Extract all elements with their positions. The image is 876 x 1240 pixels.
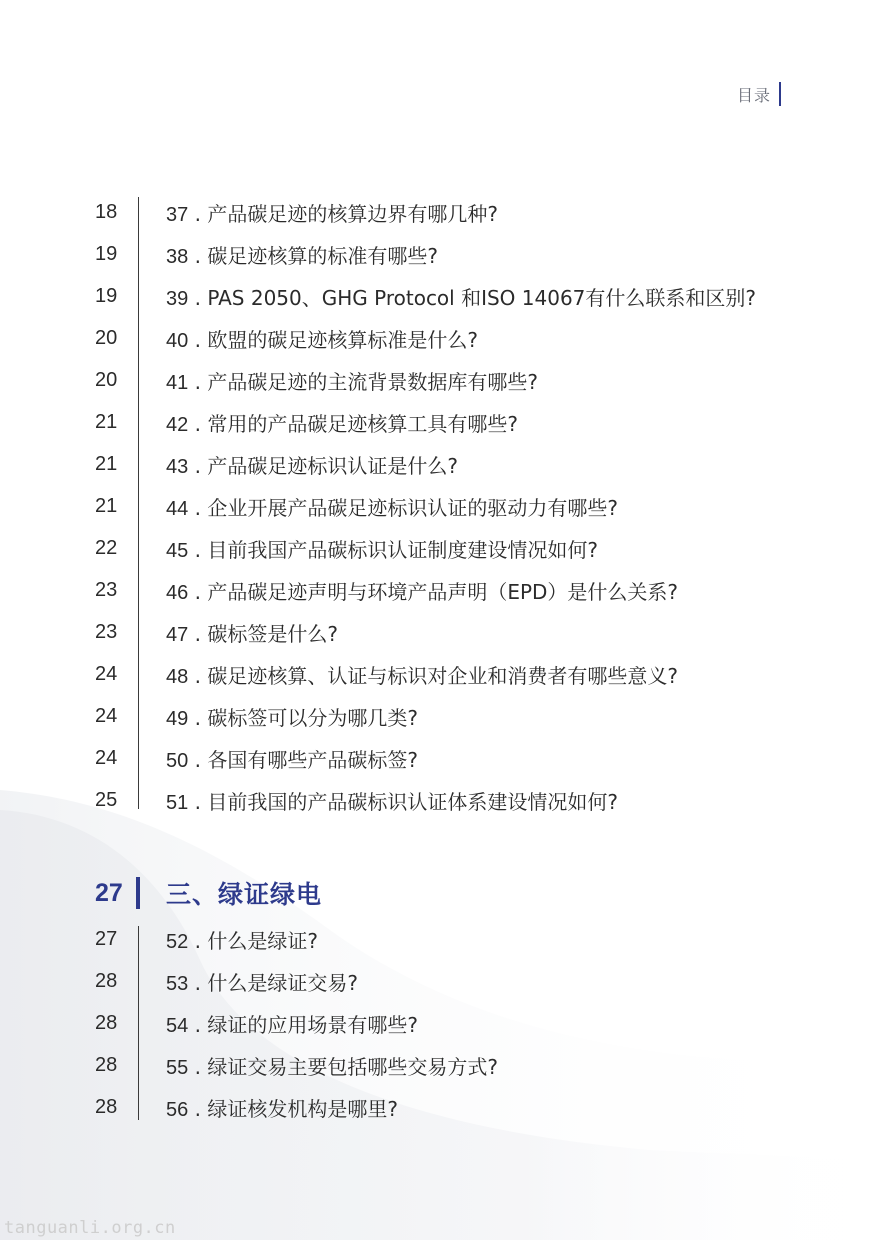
toc-entry-number: 46 xyxy=(166,581,189,604)
toc-entry-number: 45 xyxy=(166,539,189,562)
toc-entry-number: 48 xyxy=(166,665,189,688)
toc-entry[interactable] xyxy=(0,317,876,359)
toc-page-number: 22 xyxy=(95,536,118,559)
toc-entry-separator: . xyxy=(188,579,208,604)
toc-entry[interactable] xyxy=(0,401,876,443)
toc-entry-separator: . xyxy=(188,705,208,730)
toc-entry-title xyxy=(166,324,478,353)
toc-entry-number: 56 xyxy=(166,1098,189,1121)
toc-entry-separator: . xyxy=(188,411,208,436)
toc-entry-text: 绿证交易主要包括哪些交易方式? xyxy=(207,1054,498,1079)
toc-entry-number: 53 xyxy=(166,972,189,995)
section-page-number: 27 xyxy=(95,878,123,907)
toc-entry-title xyxy=(166,744,418,773)
section-title: 三、绿证绿电 xyxy=(166,880,323,909)
toc-entry-text: 绿证的应用场景有哪些? xyxy=(207,1012,418,1037)
toc-entry[interactable] xyxy=(0,275,876,317)
toc-page-number: 23 xyxy=(95,578,118,601)
toc-entry[interactable] xyxy=(0,485,876,527)
toc-page-number: 20 xyxy=(95,368,118,391)
toc-entry[interactable] xyxy=(0,1086,876,1128)
toc-entry[interactable] xyxy=(0,443,876,485)
toc-entry-number: 44 xyxy=(166,497,189,520)
toc-block-1 xyxy=(0,191,876,821)
toc-entry[interactable] xyxy=(0,779,876,821)
toc-entry[interactable] xyxy=(0,569,876,611)
toc-entry-text: 目前我国产品碳标识认证制度建设情况如何? xyxy=(207,537,598,562)
toc-entry-number: 51 xyxy=(166,791,189,814)
toc-entry-number: 38 xyxy=(166,245,189,268)
toc-entry-title xyxy=(166,576,678,605)
toc-entry-title xyxy=(166,702,418,731)
toc-entry-title xyxy=(166,1051,498,1080)
toc-entry[interactable] xyxy=(0,1044,876,1086)
toc-page-number: 24 xyxy=(95,746,118,769)
toc-entry-separator: . xyxy=(188,285,208,310)
section-heading[interactable] xyxy=(0,870,876,916)
toc-entry-text: 碳标签是什么? xyxy=(207,621,338,646)
toc-entry-title xyxy=(166,450,458,479)
toc-entry[interactable] xyxy=(0,1002,876,1044)
toc-entry[interactable] xyxy=(0,527,876,569)
toc-entry-text: 绿证核发机构是哪里? xyxy=(207,1096,398,1121)
toc-entry[interactable] xyxy=(0,359,876,401)
toc-entry-text: 产品碳足迹声明与环境产品声明（EPD）是什么关系? xyxy=(207,579,679,604)
toc-entry-separator: . xyxy=(188,747,208,772)
toc-entry-text: 各国有哪些产品碳标签? xyxy=(207,747,418,772)
toc-entry[interactable] xyxy=(0,695,876,737)
toc-entry-title xyxy=(166,534,598,563)
toc-entry-title xyxy=(166,660,678,689)
toc-entry-text: 产品碳足迹的核算边界有哪几种? xyxy=(207,201,498,226)
toc-entry-title xyxy=(166,967,358,996)
header-bar xyxy=(779,82,781,106)
toc-entry-title xyxy=(166,618,338,647)
toc-entry[interactable] xyxy=(0,737,876,779)
toc-entry[interactable] xyxy=(0,611,876,653)
toc-entry[interactable] xyxy=(0,233,876,275)
toc-page-number: 21 xyxy=(95,494,118,517)
toc-entry-title xyxy=(166,198,498,227)
toc-entry-number: 54 xyxy=(166,1014,189,1037)
toc-page-number: 28 xyxy=(95,1053,118,1076)
toc-entry-text: 企业开展产品碳足迹标识认证的驱动力有哪些? xyxy=(207,495,618,520)
toc-entry-separator: . xyxy=(188,663,208,688)
toc-entry-number: 50 xyxy=(166,749,189,772)
toc-entry-separator: . xyxy=(188,495,208,520)
toc-entry-number: 39 xyxy=(166,287,189,310)
section-accent-bar xyxy=(136,877,140,909)
toc-entry-separator: . xyxy=(188,789,208,814)
toc-entry-text: 产品碳足迹标识认证是什么? xyxy=(207,453,458,478)
toc-entry-title xyxy=(166,240,438,269)
header-label: 目录 xyxy=(736,85,771,105)
toc-page-number: 21 xyxy=(95,410,118,433)
toc-entry-separator: . xyxy=(188,453,208,478)
toc-page-number: 20 xyxy=(95,326,118,349)
toc-page-number: 24 xyxy=(95,704,118,727)
toc-entry-text: 碳足迹核算的标准有哪些? xyxy=(207,243,438,268)
toc-entry-title xyxy=(166,366,538,395)
toc-entry-separator: . xyxy=(188,1096,208,1121)
toc-entry-title xyxy=(166,408,518,437)
toc-entry-separator: . xyxy=(188,1012,208,1037)
toc-entry-title xyxy=(166,1093,398,1122)
toc-page-number: 28 xyxy=(95,1011,118,1034)
toc-entry-title xyxy=(166,1009,418,1038)
toc-page-number: 21 xyxy=(95,452,118,475)
toc-entry-number: 40 xyxy=(166,329,189,352)
toc-entry-separator: . xyxy=(188,1054,208,1079)
toc-entry-separator: . xyxy=(188,928,208,953)
toc-page-number: 28 xyxy=(95,969,118,992)
toc-entry-separator: . xyxy=(188,621,208,646)
toc-entry-separator: . xyxy=(188,970,208,995)
toc-page-number: 19 xyxy=(95,242,118,265)
toc-entry-text: 什么是绿证? xyxy=(207,928,318,953)
toc-entry-text: PAS 2050、GHG Protocol 和ISO 14067有什么联系和区别? xyxy=(207,285,757,310)
toc-page-number: 24 xyxy=(95,662,118,685)
toc-entry-text: 碳标签可以分为哪几类? xyxy=(207,705,418,730)
toc-page-number: 19 xyxy=(95,284,118,307)
toc-entry-text: 碳足迹核算、认证与标识对企业和消费者有哪些意义? xyxy=(207,663,678,688)
toc-entry-text: 欧盟的碳足迹核算标准是什么? xyxy=(207,327,478,352)
toc-block-2 xyxy=(0,918,876,1128)
toc-entry-number: 52 xyxy=(166,930,189,953)
toc-entry-separator: . xyxy=(188,537,208,562)
toc-entry-separator: . xyxy=(188,243,208,268)
toc-entry-title xyxy=(166,786,618,815)
toc-entry-number: 42 xyxy=(166,413,189,436)
toc-entry[interactable] xyxy=(0,960,876,1002)
toc-page-number: 23 xyxy=(95,620,118,643)
watermark: tanguanli.org.cn xyxy=(4,1218,176,1238)
toc-entry-text: 目前我国的产品碳标识认证体系建设情况如何? xyxy=(207,789,618,814)
toc-entry-text: 产品碳足迹的主流背景数据库有哪些? xyxy=(207,369,538,394)
toc-page-number: 25 xyxy=(95,788,118,811)
toc-entry-separator: . xyxy=(188,369,208,394)
toc-entry[interactable] xyxy=(0,918,876,960)
page-header xyxy=(737,82,781,106)
toc-entry-separator: . xyxy=(188,327,208,352)
toc-entry[interactable] xyxy=(0,653,876,695)
toc-entry-separator: . xyxy=(188,201,208,226)
toc-entry-number: 37 xyxy=(166,203,189,226)
toc-entry-title xyxy=(166,492,618,521)
toc-page-number: 18 xyxy=(95,200,118,223)
toc-entry-number: 47 xyxy=(166,623,189,646)
toc-page-number: 28 xyxy=(95,1095,118,1118)
toc-entry[interactable] xyxy=(0,191,876,233)
toc-entry-number: 43 xyxy=(166,455,189,478)
toc-entry-title xyxy=(166,925,318,954)
toc-entry-number: 49 xyxy=(166,707,189,730)
toc-entry-title xyxy=(166,282,756,311)
toc-entry-text: 常用的产品碳足迹核算工具有哪些? xyxy=(207,411,518,436)
toc-entry-number: 55 xyxy=(166,1056,189,1079)
toc-entry-text: 什么是绿证交易? xyxy=(207,970,358,995)
toc-page-number: 27 xyxy=(95,927,118,950)
toc-entry-number: 41 xyxy=(166,371,189,394)
